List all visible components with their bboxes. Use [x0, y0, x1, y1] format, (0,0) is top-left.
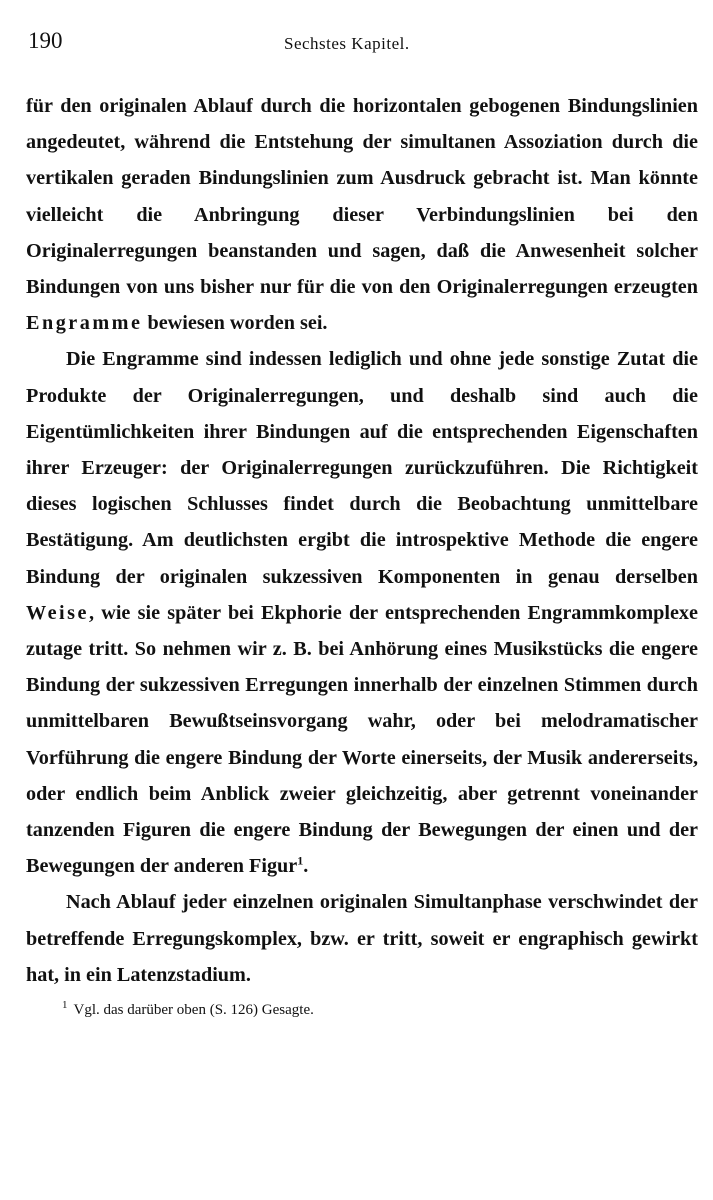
paragraph-2	[26, 341, 698, 884]
paragraph-3	[26, 884, 698, 993]
paragraph-2-part-3: .	[303, 855, 309, 878]
running-title: Sechstes Kapitel.	[284, 34, 410, 53]
body-text	[26, 88, 698, 993]
paragraph-1-part-1: für den originalen Ablauf durch die horizontalen gebogenen Bindungslinien angedeutet, während die Entstehung der simultanen Assoziation durch die vertikalen geraden Bindungslinien zum Ausdruck gebracht ist. Man könnte vielleicht die Anbringung dieser Verbindungslinien bei den Originalerregungen beanstanden und sagen, daß die Anwesenheit solcher Bindungen von uns bisher nur für die von den Originalerregungen erzeugten	[26, 95, 698, 299]
footnote-text: Vgl. das darüber oben (S. 126) Gesagte.	[73, 1002, 314, 1019]
paragraph-1-emphasis: Engramme	[26, 312, 143, 335]
paragraph-2-part-2: , wie sie später bei Ekphorie der entsprechenden Engrammkomplexe zutage tritt. So nehmen wir z. B. bei Anhörung eines Musikstücks die engere Bindung der sukzessiven Erregungen innerhalb der einzelnen Stimmen durch unmittelbaren Bewußtseinsvorgang wahr, oder bei melodramatischer Vorführung die engere Bindung der Worte einerseits, der Musik andererseits, oder endlich beim Anblick zweier gleichzeitig, aber getrennt voneinander tanzenden Figuren die engere Bindung der Bewegungen der einen und der Bewegungen der anderen Figur	[26, 601, 698, 878]
footnote	[62, 999, 698, 1021]
paragraph-3-text: Nach Ablauf jeder einzelnen originalen Simultanphase verschwindet der betreffende Erregungskomplex, bzw. er tritt, soweit er engraphisch gewirkt hat, in ein Latenzstadium.	[26, 891, 698, 986]
paragraph-1	[26, 88, 698, 341]
page-number: 190	[28, 28, 63, 53]
running-head	[26, 28, 698, 68]
footnote-mark: 1	[62, 999, 68, 1012]
paragraph-2-part-1: Die Engramme sind indessen lediglich und ohne jede sonstige Zutat die Produkte der Originalerregungen, und deshalb sind auch die Eigentümlichkeiten ihrer Bindungen auf die entsprechenden Eigenschaften ihrer Erzeuger: der Originalerregungen zurückzuführen. Die Richtigkeit dieses logischen Schlusses findet durch die Beobachtung unmittelbare Bestätigung. Am deutlichsten ergibt die introspektive Methode die engere Bindung der originalen sukzessiven Komponenten in genau derselben	[26, 348, 698, 588]
footnote-reference: 1	[297, 853, 304, 868]
book-page	[26, 28, 698, 1021]
paragraph-1-part-2: bewiesen worden sei.	[147, 312, 328, 335]
paragraph-2-emphasis: Weise	[26, 601, 89, 624]
